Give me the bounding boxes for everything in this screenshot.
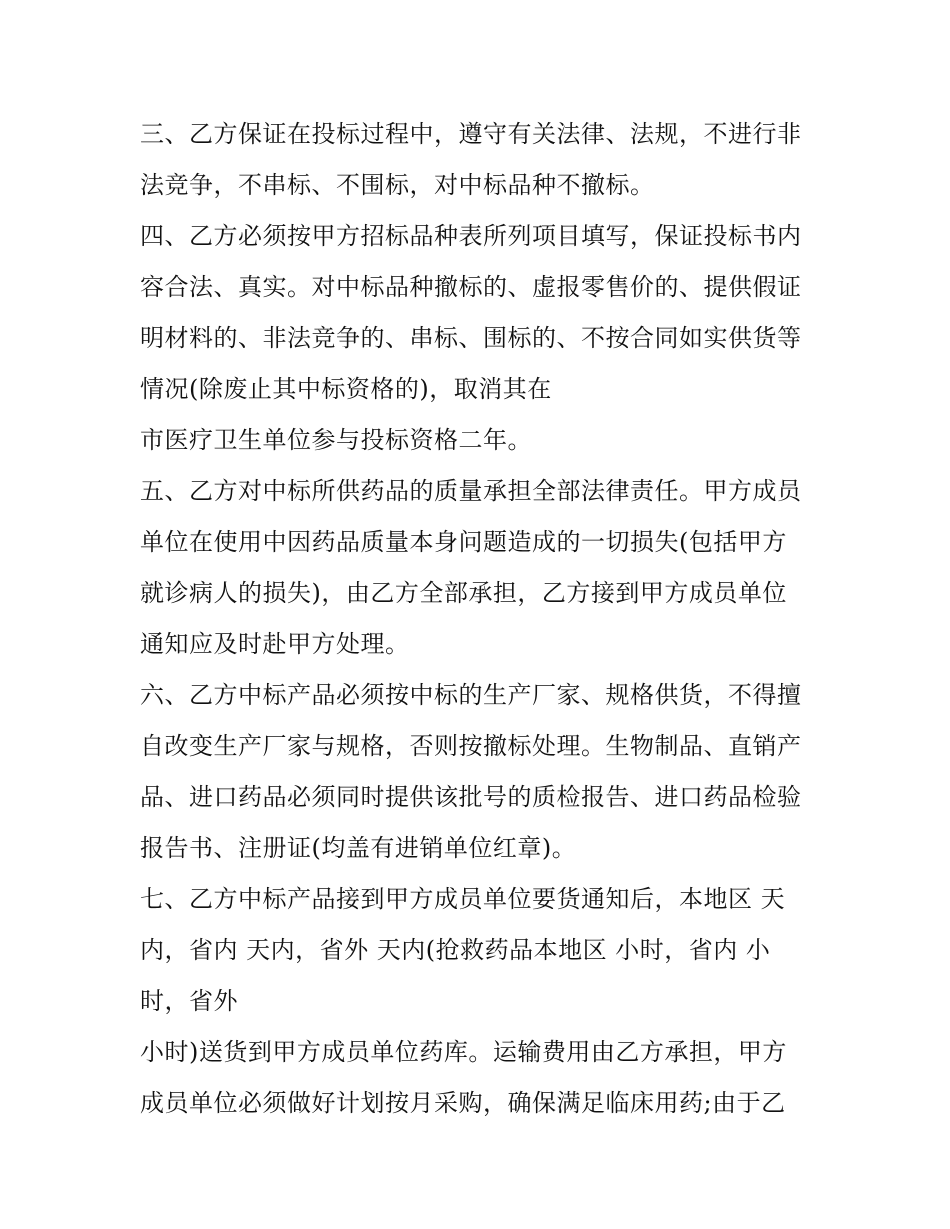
text-line: 报告书、注册证(均盖有进销单位红章)。 bbox=[140, 834, 577, 862]
text-line: 六、乙方中标产品必须按中标的生产厂家、规格供货，不得擅 bbox=[140, 681, 802, 709]
text-line: 容合法、真实。对中标品种撤标的、虚报零售价的、提供假证 bbox=[140, 273, 802, 301]
text-line: 三、乙方保证在投标过程中，遵守有关法律、法规，不进行非 bbox=[140, 120, 802, 148]
text-line: 单位在使用中因药品质量本身问题造成的一切损失(包括甲方 bbox=[140, 528, 787, 556]
text-line: 小时)送货到甲方成员单位药库。运输费用由乙方承担，甲方 bbox=[140, 1038, 787, 1066]
text-line: 品、进口药品必须同时提供该批号的质检报告、进口药品检验 bbox=[140, 783, 802, 811]
text-line: 内，省内 天内，省外 天内(抢救药品本地区 小时，省内 小 bbox=[140, 936, 771, 964]
text-line: 市医疗卫生单位参与投标资格二年。 bbox=[140, 426, 532, 454]
text-line: 情况(除废止其中标资格的)，取消其在 bbox=[140, 375, 552, 403]
document-body bbox=[140, 109, 820, 1129]
text-line: 成员单位必须做好计划按月采购，确保满足临床用药;由于乙 bbox=[140, 1089, 786, 1117]
text-line: 自改变生产厂家与规格，否则按撤标处理。生物制品、直销产 bbox=[140, 732, 802, 760]
text-line: 法竞争，不串标、不围标，对中标品种不撤标。 bbox=[140, 171, 655, 199]
text-line: 五、乙方对中标所供药品的质量承担全部法律责任。甲方成员 bbox=[140, 477, 802, 505]
text-line: 时，省外 bbox=[140, 987, 238, 1015]
text-line: 明材料的、非法竞争的、串标、围标的、不按合同如实供货等 bbox=[140, 324, 802, 352]
text-line: 四、乙方必须按甲方招标品种表所列项目填写，保证投标书内 bbox=[140, 222, 802, 250]
text-line: 就诊病人的损失)，由乙方全部承担，乙方接到甲方成员单位 bbox=[140, 579, 787, 607]
text-line: 通知应及时赴甲方处理。 bbox=[140, 630, 410, 658]
text-line: 七、乙方中标产品接到甲方成员单位要货通知后，本地区 天 bbox=[140, 885, 786, 913]
